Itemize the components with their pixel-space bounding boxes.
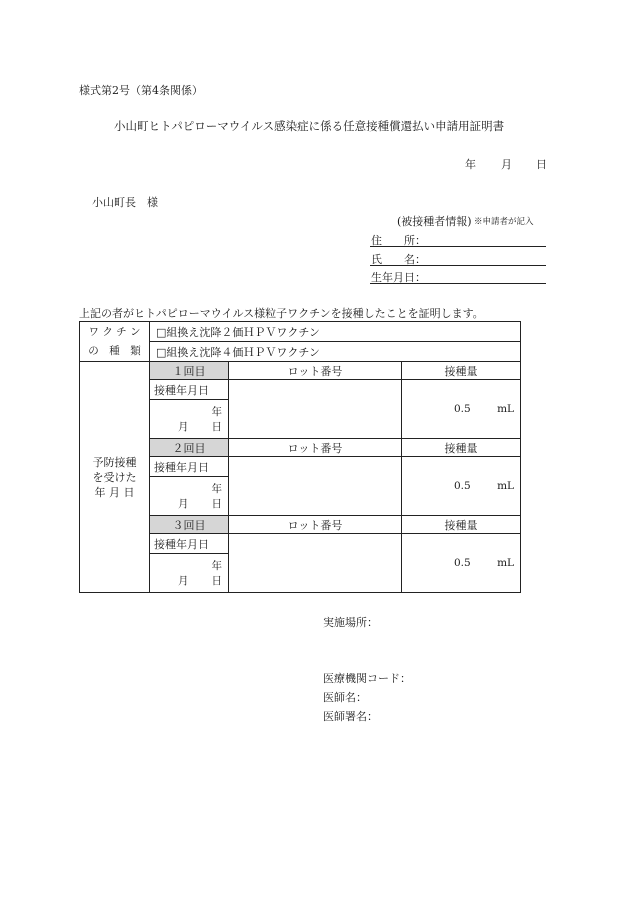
dose-3-lot-header: ロット番号 <box>229 516 402 534</box>
form-number: 様式第2号（第4条関係） <box>79 84 203 97</box>
dose-2-amount-header: 接種量 <box>402 439 521 457</box>
vaccination-table <box>79 321 521 593</box>
vaccine-option-4valent[interactable]: □組換え沈降４価ＨＰＶワクチン <box>150 342 521 362</box>
doctor-name-label: 医師名： <box>323 691 367 704</box>
vaccine-type-row-1 <box>80 322 521 342</box>
certification-text: 上記の者がヒトパピローマウイルス様粒子ワクチンを接種したことを証明します。 <box>79 307 484 320</box>
date-year-label: 年 <box>465 158 476 171</box>
vaccinee-note: ※申請者が記入 <box>474 217 534 227</box>
date-month-label: 月 <box>501 158 512 171</box>
doctor-signature-label: 医師署名： <box>323 710 378 723</box>
dose-3-amount <box>402 534 521 593</box>
dose-1-date-field[interactable]: 年 月 日 <box>150 400 229 439</box>
dose-1-number: １回目 <box>150 362 229 380</box>
dose-2-date-label: 接種年月日 <box>150 457 229 477</box>
vaccine-option-2valent[interactable]: □組換え沈降２価ＨＰＶワクチン <box>150 322 521 342</box>
dose-2-lot-field[interactable] <box>229 457 402 516</box>
dose-1-amount <box>402 380 521 439</box>
birthdate-field[interactable] <box>370 283 546 284</box>
document-title: 小山町ヒトパピローマウイルス感染症に係る任意接種償還払い申請用証明書 <box>114 119 505 133</box>
dose-1-lot-field[interactable] <box>229 380 402 439</box>
dose-2-amount <box>402 457 521 516</box>
dose-2-number: ２回目 <box>150 439 229 457</box>
dose-1-amount-header: 接種量 <box>402 362 521 380</box>
dose-3-amount-header: 接種量 <box>402 516 521 534</box>
name-field[interactable] <box>370 265 546 266</box>
address-field[interactable] <box>370 246 546 247</box>
dose-2-date-field[interactable]: 年 月 日 <box>150 477 229 516</box>
dose-1-amount-unit: mL <box>497 403 515 415</box>
name-label: 氏 名： <box>371 253 426 266</box>
dose-2-amount-value: 0.5 <box>454 480 471 492</box>
dose-3-date-label: 接種年月日 <box>150 534 229 554</box>
vaccine-type-label: ワ ク チ ン の 種 類 <box>80 322 150 362</box>
vaccinee-header: (被接種者情報) <box>397 215 472 228</box>
dose-2-amount-unit: mL <box>497 480 515 492</box>
dose-1-lot-header: ロット番号 <box>229 362 402 380</box>
date-day-label: 日 <box>536 158 547 171</box>
dose-3-amount-unit: mL <box>497 557 515 569</box>
dose-1-date-label: 接種年月日 <box>150 380 229 400</box>
address-label: 住 所： <box>371 234 426 247</box>
dose-3-lot-field[interactable] <box>229 534 402 593</box>
dose-3-number: ３回目 <box>150 516 229 534</box>
dose-3-date-field[interactable]: 年 月 日 <box>150 554 229 593</box>
dose-1-header-row <box>80 362 521 380</box>
dose-1-amount-value: 0.5 <box>454 403 471 415</box>
birthdate-label: 生年月日： <box>371 271 426 284</box>
dose-2-lot-header: ロット番号 <box>229 439 402 457</box>
dose-3-amount-value: 0.5 <box>454 557 471 569</box>
addressee: 小山町長 様 <box>92 196 158 209</box>
institution-code-label: 医療機関コード： <box>323 672 411 685</box>
location-label: 実施場所： <box>323 616 378 629</box>
vaccination-date-label: 予防接種 を受けた 年 月 日 <box>80 362 150 593</box>
